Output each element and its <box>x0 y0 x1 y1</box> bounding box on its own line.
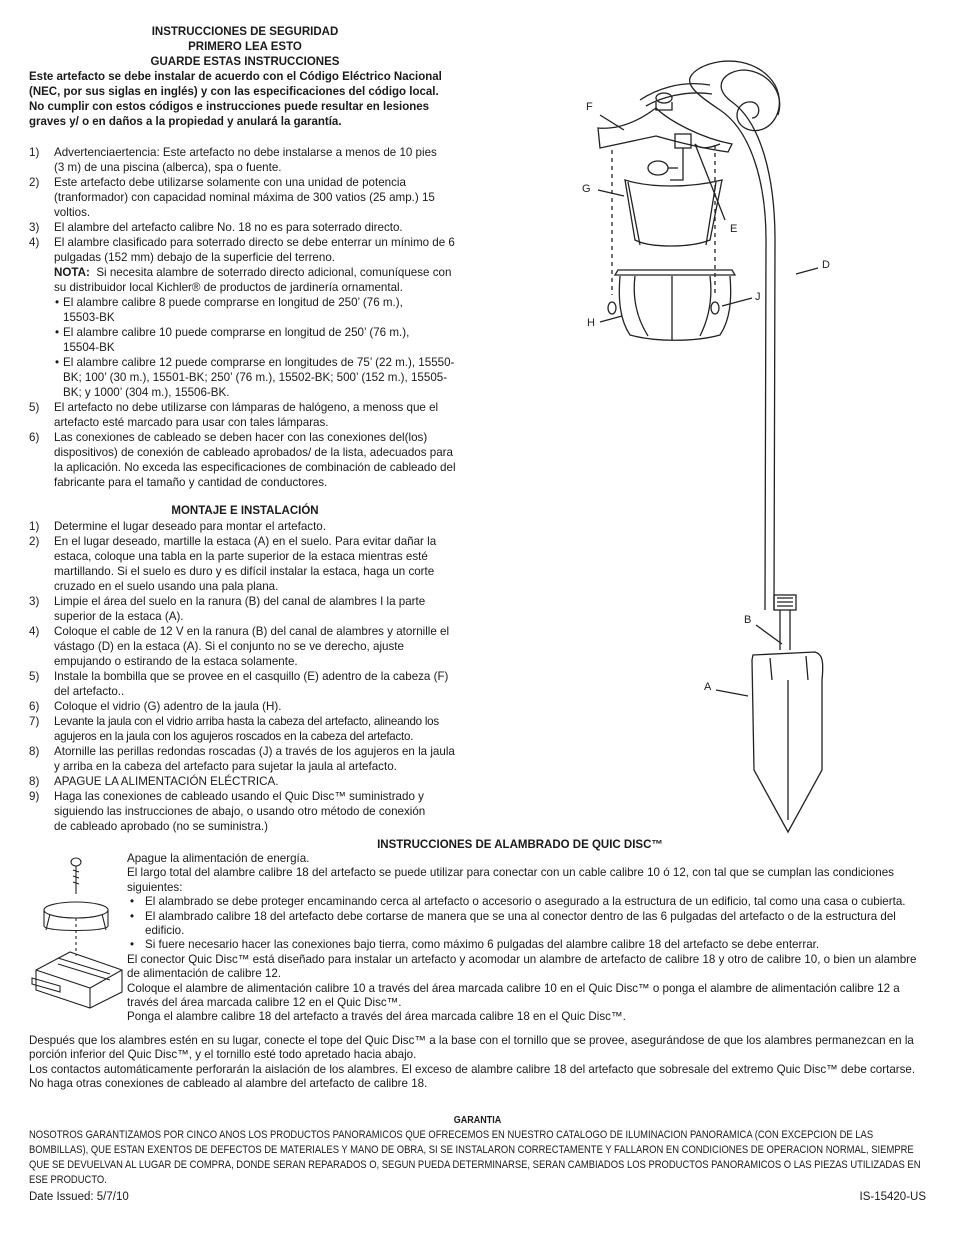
hook-scroll <box>690 61 780 610</box>
leader-h <box>600 316 622 322</box>
bullet-text: El alambre calibre 10 puede comprarse en longitud de 250’ (76 m.), 15504-BK <box>63 326 410 354</box>
list-item: • El alambre calibre 12 puede comprarse en longitudes de 75’ (22 m.), 15550-BK; 100’ (30 m.), 15501-BK; 250’ (76 m.), 15502-BK; 500’ (152 m.), 15505-BK; y 1000’ (304 m.), 15506-BK. <box>29 355 459 400</box>
quic-disc-diagram <box>30 852 125 1022</box>
list-item <box>29 594 462 624</box>
mounting-title: MONTAJE E INSTALACIÓN <box>171 505 319 517</box>
item-number: 1) <box>29 520 40 533</box>
item-text: Este artefacto debe utilizarse solamente con una unidad de potencia (tranformador) con capacidad nominal máxima de 300 vatios (25 amp.) 15 voltios. <box>54 176 435 219</box>
item-text: Instale la bombilla que se provee en el casquillo (E) adentro de la cabeza (F) del artefacto.. <box>54 670 449 698</box>
safety-intro: Este artefacto se debe instalar de acuerdo con el Código Eléctrico Nacional (NEC, por sus siglas en inglés) y con las especificaciones del código local. No cumplir con estos códigos e instrucciones puede resultar en lesiones graves y/ o en daños a la propiedad y anulará la garantía. <box>29 71 442 128</box>
list-item <box>29 235 459 265</box>
item-text: El alambre clasificado para soterrado directo se debe enterrar un mínimo de 6 pulgadas (152 mm) debajo de la superficie del terreno. <box>54 236 455 264</box>
quic-after <box>29 1034 926 1092</box>
quic-p1: Apague la alimentación de energía. <box>127 852 310 865</box>
safety-title-line: INSTRUCCIONES DE SEGURIDAD <box>151 26 339 38</box>
label-j: J <box>755 291 761 303</box>
hook-arm <box>640 84 712 106</box>
list-item <box>29 714 462 744</box>
nota-text: Si necesita alambre de soterrado directo adicional, comuníquese con su distribuidor local Kichler® de productos de jardinería ornamental. <box>54 266 452 294</box>
list-item <box>29 534 462 594</box>
screw-icon <box>71 858 81 866</box>
guarantee-title: GARANTIA <box>453 1115 502 1126</box>
item-text: En el lugar deseado, martille la estaca (A) en el suelo. Para evitar dañar la estaca, coloque una tabla en la parte superior de la estaca mientras esté martillando. Si el suelo es duro y es difícil instalar la estaca, haga un corte cruzado en el suelo usando una pala plana. <box>54 535 437 593</box>
safety-title <box>30 25 460 70</box>
cage <box>615 270 735 275</box>
nota-label: NOTA: <box>54 266 90 279</box>
item-text: Limpie el área del suelo en la ranura (B) del canal de alambres I la parte superior de la estaca (A). <box>54 595 426 623</box>
item-text: Coloque el cable de 12 V en la ranura (B) del canal de alambres y atornille el vástago (D) en la estaca (A). Si el conjunto no se ve derecho, ajuste empujando o estirando de la estaca solamente. <box>54 625 450 668</box>
item-number: 6) <box>29 431 40 444</box>
item-number: 8) <box>29 775 40 788</box>
item-number: 4) <box>29 236 40 249</box>
quic-p6: Después que los alambres estén en su lugar, conecte el tope del Quic Disc™ a la base con el tornillo que se provee, asegurándose de que los alambres permanezcan en la porción inferior del Quic Disc™, y el tornillo esté todo apretado hacia abajo. <box>29 1034 914 1062</box>
item-text: Atornille las perillas redondas roscadas (J) a través de los agujeros en la jaula y arriba en la cabeza del artefacto para sujetar la jaula al artefacto. <box>54 745 455 773</box>
item-text: APAGUE LA ALIMENTACIÓN ELÉCTRICA. <box>54 775 279 788</box>
item-number: 3) <box>29 221 40 234</box>
list-item <box>29 519 462 534</box>
item-number: 7) <box>29 715 40 728</box>
item-text: El artefacto no debe utilizarse con lámparas de halógeno, a menoss que el artefacto esté marcado para usar con tales lámparas. <box>54 401 439 429</box>
guarantee-text: NOSOTROS GARANTIZAMOS POR CINCO ANOS LOS PRODUCTOS PANORAMICOS QUE OFRECEMOS EN NUESTRO CATALOGO DE ILUMINACION PANORAMICA (CON EXCEPCION DE LAS BOMBILLAS), QUE ESTAN EXENTOS DE DEFECTOS DE MATERIALES Y MANO DE OBRA, SI SE INSTALARON CORRECTAMENTE Y FALLARON EN CONDICIONES DE OPERACION NORMAL, SIEMPRE QUE SE DEVUELVAN AL LUGAR DE COMPRA, DONDE SERAN REPARADOS O, SEGUN PUEDA DETERMINARSE, SERAN CAMBIADOS LOS PRODUCTOS PANORAMICOS O LAS PIEZAS UTILIZADAS EN ESE PRODUCTO. <box>29 1129 921 1186</box>
label-g: G <box>582 183 591 195</box>
list-item: • El alambre calibre 10 puede comprarse en longitud de 250’ (76 m.), 15504-BK <box>29 325 459 355</box>
bullet-text: El alambrado se debe proteger encaminando cerca al artefacto o accesorio o asegurado a la estructura de un edificio, tal como una casa o cubierta. <box>145 895 906 909</box>
list-item <box>29 789 462 834</box>
label-d: D <box>822 259 830 271</box>
list-item: • Si fuere necesario hacer las conexiones bajo tierra, como máximo 6 pulgadas del alambre calibre 18 del artefacto se debe enterrar. <box>130 938 820 952</box>
list-item <box>29 624 462 669</box>
mounting-list <box>29 519 462 834</box>
label-f: F <box>586 101 593 113</box>
bullet-text: El alambrado calibre 18 del artefacto debe cortarse de manera que se una al conector dentro de las 6 pulgadas del artefacto o de la estructura del edificio. <box>145 909 896 938</box>
list-item <box>29 175 459 220</box>
list-item <box>29 145 459 175</box>
item-number: 4) <box>29 625 40 638</box>
knob <box>608 302 616 314</box>
bullet-text: Si fuere necesario hacer las conexiones bajo tierra, como máximo 6 pulgadas del alambre calibre 18 del artefacto se debe enterrar. <box>145 938 820 952</box>
document-code: IS-15420-US <box>859 1191 926 1203</box>
list-item <box>29 400 459 430</box>
item-number: 3) <box>29 595 40 608</box>
item-text: Advertenciaertencia: Este artefacto no debe instalarse a menos de 10 pies (3 m) de una piscina (alberca), spa o fuente. <box>54 146 437 174</box>
item-number: 8) <box>29 745 40 758</box>
leader-b <box>756 625 782 644</box>
bullet-text: El alambre calibre 12 puede comprarse en longitudes de 75’ (22 m.), 15550-BK; 100’ (30 m.), 15501-BK; 250’ (76 m.), 15502-BK; 500’ (152 m.), 15505-BK; y 1000’ (304 m.), 15506-BK. <box>63 356 455 399</box>
label-b: B <box>744 614 752 626</box>
list-item <box>29 744 462 774</box>
safety-title-line: GUARDE ESTAS INSTRUCCIONES <box>150 56 340 68</box>
leader-e <box>695 144 725 220</box>
leader-a <box>716 690 748 696</box>
list-item <box>29 699 462 714</box>
item-text: Coloque el vidrio (G) adentro de la jaula (H). <box>54 700 282 713</box>
label-h: H <box>587 317 595 329</box>
list-item <box>29 430 459 490</box>
item-text: El alambre del artefacto calibre No. 18 no es para soterrado directo. <box>54 221 403 234</box>
socket <box>675 134 691 148</box>
list-item: • El alambrado calibre 18 del artefacto debe cortarse de manera que se una al conector dentro de las 6 pulgadas del artefacto o de la estructura del edificio. <box>127 910 923 939</box>
item-number: 5) <box>29 670 40 683</box>
disc-top <box>44 902 108 918</box>
knob <box>711 302 719 314</box>
leader-d <box>796 268 818 274</box>
list-item <box>29 774 462 789</box>
quic-p7: Los contactos automáticamente perforarán la aislación de los alambres. El exceso de alambre calibre 18 del artefacto que sobresale del extremo Quic Disc™ debe cortarse. <box>29 1062 916 1076</box>
label-a: A <box>704 681 712 693</box>
item-number: 1) <box>29 146 40 159</box>
bulb <box>648 161 668 175</box>
list-item: • El alambre calibre 8 puede comprarse en longitud de 250’ (76 m.), 15503-BK <box>29 295 459 325</box>
quic-title: INSTRUCCIONES DE ALAMBRADO DE QUIC DISC™ <box>377 839 663 851</box>
quic-block <box>127 852 923 1025</box>
leader-g <box>598 190 624 196</box>
safety-list <box>29 145 459 490</box>
list-item <box>29 669 462 699</box>
bullet-text: El alambre calibre 8 puede comprarse en longitud de 250’ (76 m.), 15503-BK <box>63 296 403 324</box>
leader-j <box>722 298 752 306</box>
quic-p4: Coloque el alambre de alimentación calibre 10 a través del área marcada calibre 10 en el Quic Disc™ o ponga el alambre de alimentación calibre 12 a través del área marcada calibre 12 en el Quic Disc™. <box>127 981 900 1010</box>
fixture-head <box>598 108 732 152</box>
quic-p3: El conector Quic Disc™ está diseñado para instalar un artefacto y acomodar un alambre de artefacto de calibre 18 y otro de calibre 10, o bien un alambre de alimentación de calibre 12. <box>127 952 917 981</box>
safety-title-line: PRIMERO LEA ESTO <box>188 41 302 53</box>
list-item <box>29 220 459 235</box>
item-text: Determine el lugar deseado para montar el artefacto. <box>54 520 326 533</box>
nota-block <box>29 265 459 295</box>
fixture-diagram <box>560 40 890 840</box>
item-number: 9) <box>29 790 40 803</box>
list-item: • El alambrado se debe proteger encaminando cerca al artefacto o accesorio o asegurado a la estructura de un edificio, tal como una casa o cubierta. <box>130 895 906 909</box>
item-number: 5) <box>29 401 40 414</box>
item-text: Las conexiones de cableado se deben hacer con las conexiones del(los) dispositivos) de conexión de cableado aprobados/ de la lista, adecuados para la aplicación. No exceda las especificaciones de combinación de cableado del fabricante para el tamaño y cantidad de conductores. <box>54 431 456 489</box>
quic-p5: Ponga el alambre calibre 18 del artefacto a través del área marcada calibre 18 en el Quic Disc™. <box>127 1010 626 1024</box>
item-number: 6) <box>29 700 40 713</box>
item-number: 2) <box>29 176 40 189</box>
label-e: E <box>730 223 738 235</box>
item-number: 2) <box>29 535 40 548</box>
item-text: Haga las conexiones de cableado usando el Quic Disc™ suministrado y siguiendo las instrucciones de abajo, o usando otro método de conexión de cableado aprobado (no se suministra.) <box>54 790 426 833</box>
quic-p2: El largo total del alambre calibre 18 del artefacto se puede utilizar para conectar con un cable calibre 10 ó 12, con tal que se cumplan las condiciones siguientes: <box>127 866 894 894</box>
quic-p8: No haga otras conexiones de cableado al alambre del artefacto de calibre 18. <box>29 1077 428 1091</box>
item-text: Levante la jaula con el vidrio arriba hasta la cabeza del artefacto, alineando los agujeros en la jaula con los agujeros roscados en la cabeza del artefacto. <box>54 715 439 743</box>
date-issued: Date Issued: 5/7/10 <box>29 1191 129 1203</box>
